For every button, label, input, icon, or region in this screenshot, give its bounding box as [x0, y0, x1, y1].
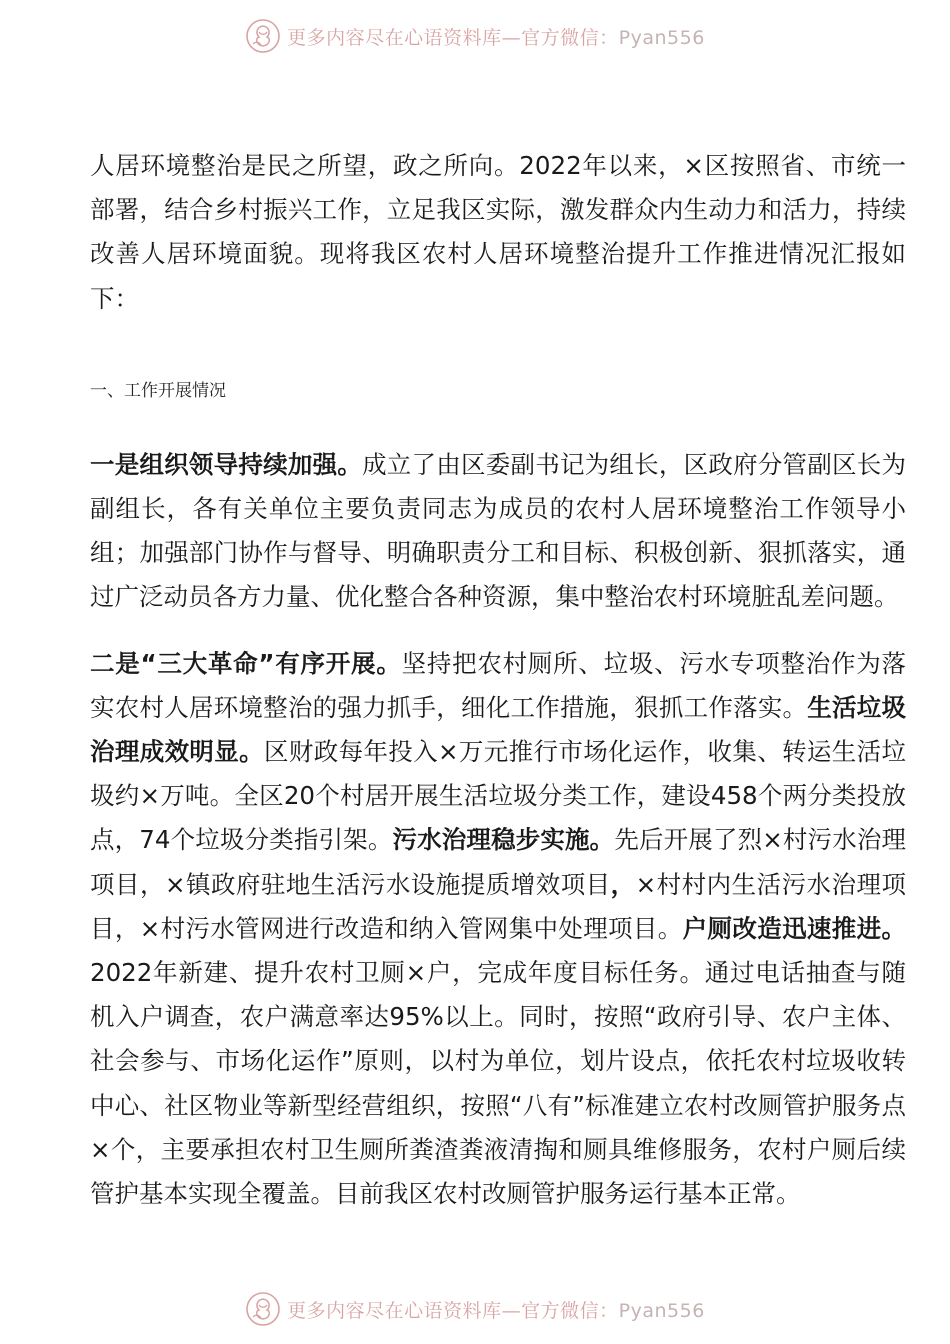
intro-paragraph: 人居环境整治是民之所望，政之所向。2022年以来，×区按照省、市统一部署，结合乡村振兴工作，立足我区实际，激发群众内生动力和活力，持续改善人居环境面貌。现将我区农村人居环境整治提升工作推进情况汇报如下：	[90, 151, 906, 313]
item-2-sub2-comma: ，	[610, 869, 636, 899]
item-2-paragraph	[90, 642, 906, 1217]
item-2-sub1-text: 区财政每年投入×万元推行市场化运作，收集、转运生活垃圾约×万吨。全区20个村居开展生活垃圾分类工作，建设458个两分类投放点，74个垃圾分类指引架。	[90, 737, 907, 855]
watermark-header	[0, 14, 950, 58]
item-1-text: 成立了由区委副书记为组长，区政府分管副区长为副组长，各有关单位主要负责同志为成员的农村人居环境整治工作领导小组；加强部门协作与督导、明确职责分工和目标、积极创新、狠抓落实，通过广泛动员各方力量、优化整合各种资源，集中整治农村环境脏乱差问题。	[90, 449, 906, 612]
watermark-wechat-id: Pyan556	[618, 1299, 705, 1322]
item-2-sub2-text2: ×村村内生活污水治理项目，×村污水管网进行改造和纳入管网集中处理项目。	[90, 869, 907, 943]
watermark-footer	[0, 1287, 950, 1331]
document-body	[90, 144, 906, 1216]
watermark-wechat-id: Pyan556	[618, 26, 705, 49]
section-heading: 一、工作开展情况	[90, 380, 226, 401]
rose-seal-icon	[245, 18, 281, 54]
item-1-lead: 一是组织领导持续加强。	[90, 449, 363, 479]
item-2-lead: 二是“三大革命”有序开展。	[90, 648, 402, 678]
item-1-paragraph	[90, 443, 906, 620]
item-2-sub3-lead: 户厕改造迅速推进。	[682, 913, 907, 943]
item-2-sub1-lead: 生活垃圾治理成效明显。	[90, 692, 906, 767]
item-2-text: 坚持把农村厕所、垃圾、污水专项整治作为落实农村人居环境整治的强力抓手，细化工作措施，狠抓工作落实。	[90, 648, 907, 722]
item-2-sub2-text: 先后开展了烈×村污水治理项目，×镇政府驻地生活污水设施提质增效项目	[90, 825, 906, 899]
watermark-text: 更多内容尽在心语资料库—官方微信：Pyan556	[287, 26, 705, 49]
item-2-sub2-lead: 污水治理稳步实施。	[392, 825, 615, 855]
rose-seal-icon	[245, 1291, 281, 1327]
watermark-text: 更多内容尽在心语资料库—官方微信：Pyan556	[287, 1299, 705, 1322]
item-2-sub3-text: 2022年新建、提升农村卫厕×户，完成年度目标任务。通过电话抽查与随机入户调查，农户满意率达95%以上。同时，按照“政府引导、农户主体、社会参与、市场化运作”原则，以村为单位，划片设点，依托农村垃圾收转中心、社区物业等新型经营组织，按照“八有”标准建立农村改厕管护服务点×个，主要承担农村卫生厕所粪渣粪液清掏和厕具维修服务，农村户厕后续管护基本实现全覆盖。目前我区农村改厕管护服务运行基本正常。	[90, 958, 906, 1209]
